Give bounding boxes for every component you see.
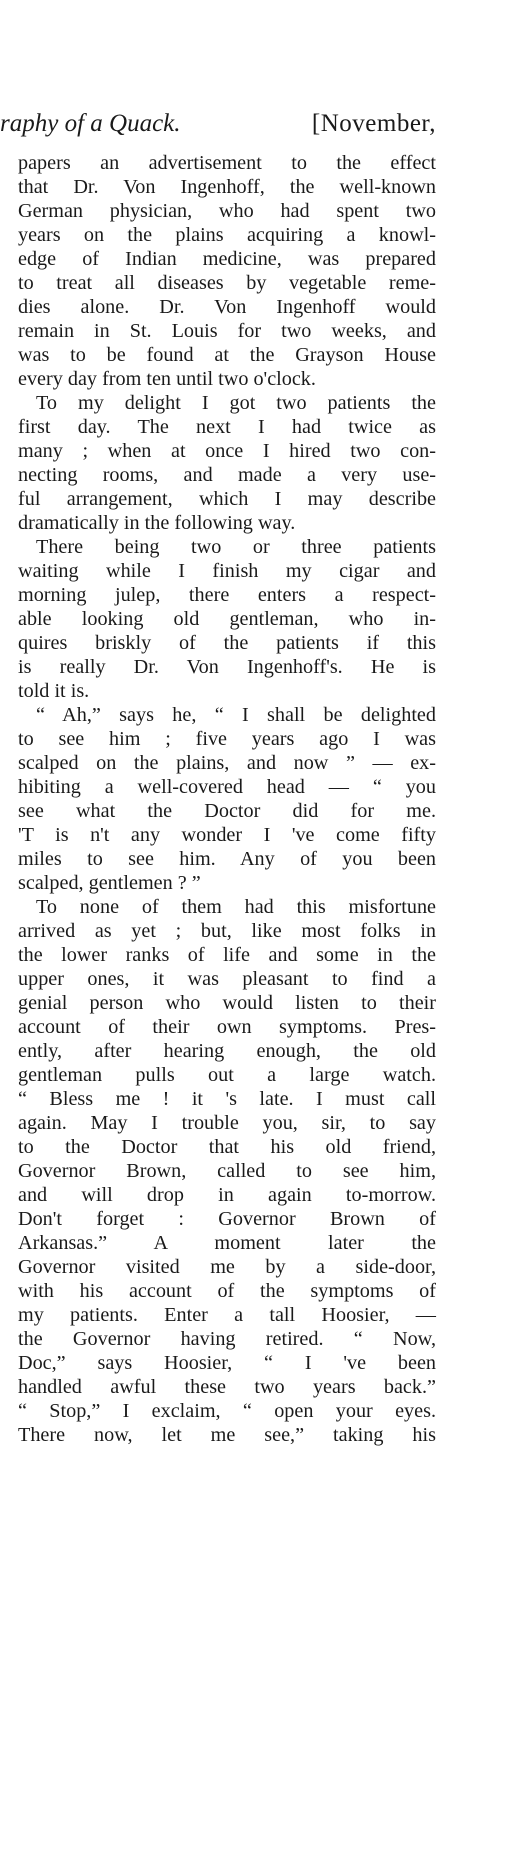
text-line: “ Ah,” says he, “ I shall be delighted [36, 704, 436, 726]
text-line: Governor visited me by a side-door, [18, 1256, 436, 1278]
text-line: the Governor having retired. “ Now, [18, 1328, 436, 1350]
text-line: my patients. Enter a tall Hoosier, — [18, 1304, 436, 1326]
text-line: able looking old gentleman, who in- [18, 608, 436, 630]
text-line: “ Bless me ! it 's late. I must call [18, 1088, 436, 1110]
text-line: German physician, who had spent two [18, 200, 436, 222]
text-line: every day from ten until two o'clock. [18, 368, 316, 390]
text-line: upper ones, it was pleasant to find a [18, 968, 436, 990]
text-line: and will drop in again to-morrow. [18, 1184, 436, 1206]
text-line: to see him ; five years ago I was [18, 728, 436, 750]
text-line: ently, after hearing enough, the old [18, 1040, 436, 1062]
text-line: edge of Indian medicine, was prepared [18, 248, 436, 270]
text-line: papers an advertisement to the effect [18, 152, 436, 174]
text-line: necting rooms, and made a very use- [18, 464, 436, 486]
running-head [0, 108, 436, 140]
text-line: years on the plains acquiring a knowl- [18, 224, 436, 246]
text-line: gentleman pulls out a large watch. [18, 1064, 436, 1086]
text-line: remain in St. Louis for two weeks, and [18, 320, 436, 342]
text-line: dramatically in the following way. [18, 512, 296, 534]
running-head-title: raphy of a Quack. [0, 110, 181, 137]
text-line: the lower ranks of life and some in the [18, 944, 436, 966]
text-line: genial person who would listen to their [18, 992, 436, 1014]
body-text [18, 151, 436, 1447]
text-line: Doc,” says Hoosier, “ I 've been [18, 1352, 436, 1374]
text-line: that Dr. Von Ingenhoff, the well-known [18, 176, 436, 198]
running-head-month: [November, [311, 110, 436, 137]
text-line: scalped on the plains, and now ” — ex- [18, 752, 436, 774]
text-line: waiting while I finish my cigar and [18, 560, 436, 582]
text-line: to the Doctor that his old friend, [18, 1136, 436, 1158]
text-line: To none of them had this misfortune [36, 896, 436, 918]
text-line: There being two or three patients [36, 536, 436, 558]
text-line: told it is. [18, 680, 90, 702]
text-line: first day. The next I had twice as [18, 416, 436, 438]
text-line: with his account of the symptoms of [18, 1280, 436, 1302]
text-line: account of their own symptoms. Pres- [18, 1016, 436, 1038]
text-line: handled awful these two years back.” [18, 1376, 436, 1398]
text-line: scalped, gentlemen ? ” [18, 872, 201, 894]
text-line: Governor Brown, called to see him, [18, 1160, 436, 1182]
text-line: “ Stop,” I exclaim, “ open your eyes. [18, 1400, 436, 1422]
text-line: is really Dr. Von Ingenhoff's. He is [18, 656, 436, 678]
text-line: miles to see him. Any of you been [18, 848, 436, 870]
text-line: dies alone. Dr. Von Ingenhoff would [18, 296, 436, 318]
text-line: 'T is n't any wonder I 've come fifty [18, 824, 436, 846]
text-line: ful arrangement, which I may describe [18, 488, 436, 510]
text-line: was to be found at the Grayson House [18, 344, 436, 366]
text-line: morning julep, there enters a respect- [18, 584, 436, 606]
text-line: hibiting a well-covered head — “ you [18, 776, 436, 798]
text-line: to treat all diseases by vegetable reme- [18, 272, 436, 294]
text-line: again. May I trouble you, sir, to say [18, 1112, 436, 1134]
text-line: quires briskly of the patients if this [18, 632, 436, 654]
text-line: Don't forget : Governor Brown of [18, 1208, 436, 1230]
text-line: There now, let me see,” taking his [18, 1424, 436, 1446]
text-line: arrived as yet ; but, like most folks in [18, 920, 436, 942]
text-line: many ; when at once I hired two con- [18, 440, 436, 462]
text-line: To my delight I got two patients the [36, 392, 436, 414]
text-line: Arkansas.” A moment later the [18, 1232, 436, 1254]
text-line: see what the Doctor did for me. [18, 800, 436, 822]
